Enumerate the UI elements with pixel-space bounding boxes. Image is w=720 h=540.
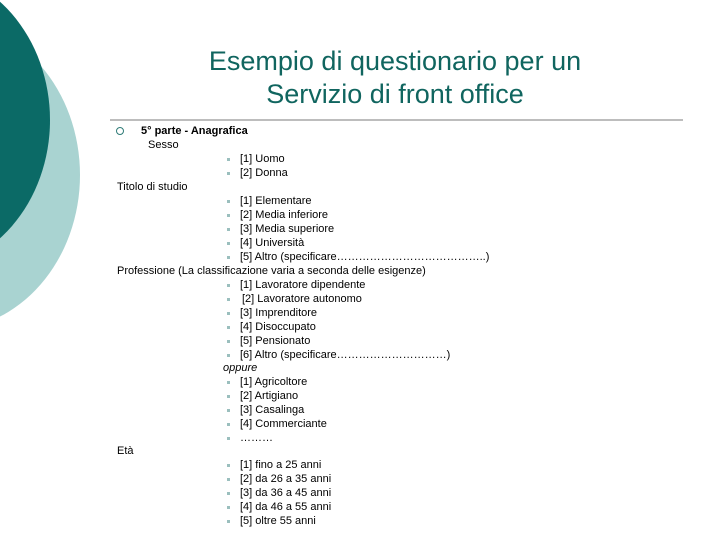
bullet-icon [227,354,230,357]
bullet-icon [227,326,230,329]
list-item: [6] Altro (specificare…………………………) [240,349,451,361]
list-item: [3] da 36 a 45 anni [240,487,332,499]
list-item: [3] Casalinga [240,404,305,416]
circle-bullet-icon [116,127,124,135]
list-item: [4] Commerciante [240,418,327,430]
decorative-circles [0,0,110,540]
bullet-icon [227,478,230,481]
bullet-icon [227,284,230,287]
list-item: [5] Pensionato [240,335,311,347]
bullet-icon [227,312,230,315]
list-item: [3] Media superiore [240,223,335,235]
bullet-icon [227,158,230,161]
bullet-icon [227,437,230,440]
list-item: [2] Artigiano [240,390,299,402]
bullet-icon [227,298,230,301]
bullet-icon [227,520,230,523]
title-divider [110,119,683,121]
bullet-icon [227,228,230,231]
bullet-icon [227,172,230,175]
list-item: [4] da 46 a 55 anni [240,501,332,513]
list-item: [1] Lavoratore dipendente [240,279,366,291]
list-item: [1] Agricoltore [240,376,308,388]
bullet-icon [227,242,230,245]
bullet-icon [227,381,230,384]
list-item: [3] Imprenditore [240,307,318,319]
list-item: [1] Elementare [240,195,312,207]
list-item: [1] Uomo [240,153,285,165]
section-heading: 5° parte - Anagrafica [141,125,248,137]
bullet-icon [227,200,230,203]
list-item: [1] fino a 25 anni [240,459,322,471]
list-item: [2] Media inferiore [240,209,329,221]
slide-title [180,45,610,111]
bullet-icon [227,464,230,467]
title-line-1: Esempio di questionario per un [208,46,582,76]
bullet-icon [227,506,230,509]
bullet-icon [227,256,230,259]
list-item: [2] Lavoratore autonomo [242,293,362,305]
bullet-icon [227,423,230,426]
oppure-label: oppure [223,362,258,374]
titolo-label: Titolo di studio [117,181,188,193]
sesso-label: Sesso [148,139,179,151]
bullet-icon [227,395,230,398]
bullet-icon [227,340,230,343]
list-item: [2] Donna [240,167,288,179]
professione-label: Professione (La classificazione varia a seconda delle esigenze) [117,265,426,277]
list-item: [5] Altro (specificare…………………………………..) [240,251,490,263]
list-item: [2] da 26 a 35 anni [240,473,332,485]
bullet-icon [227,214,230,217]
bullet-icon [227,409,230,412]
bullet-icon [227,492,230,495]
list-item: [4] Disoccupato [240,321,316,333]
eta-label: Età [117,445,134,457]
list-item: [5] oltre 55 anni [240,515,316,527]
title-line-2: Servizio di front office [266,79,524,109]
list-item: ……… [240,432,273,444]
list-item: [4] Università [240,237,305,249]
